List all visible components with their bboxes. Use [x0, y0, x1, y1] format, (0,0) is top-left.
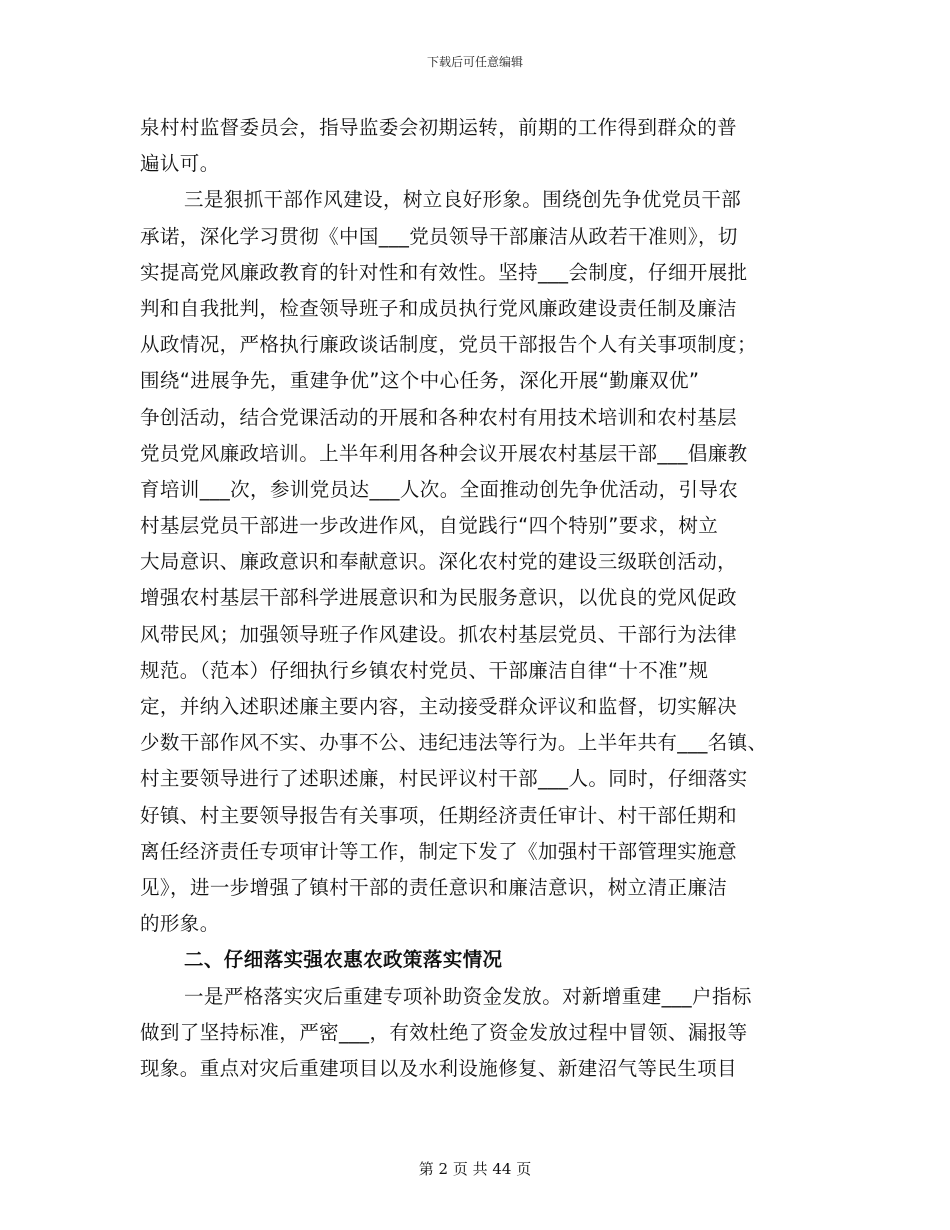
text-line: 遍认可。: [140, 152, 220, 176]
text-line: 大局意识、廉政意识和奉献意识。深化农村党的建设三级联创活动，: [140, 550, 738, 574]
text-line: 围绕“进展争先，重建争优”这个中心任务，深化开展“勤廉双优”: [140, 369, 700, 393]
text-line: 见》，进一步增强了镇村干部的责任意识和廉洁意识，树立清正廉洁: [140, 875, 728, 899]
text-line: 判和自我批判，检查领导班子和成员执行党风廉政建设责任制及廉洁: [140, 296, 738, 320]
text-line: 好镇、村主要领导报告有关事项，任期经济责任审计、村干部任期和: [140, 803, 738, 827]
text-line: 风带民风；加强领导班子作风建设。抓农村基层党员、干部行为法律: [140, 622, 738, 646]
section-heading: 二、仔细落实强农惠农政策落实情况: [184, 948, 503, 972]
page-header: 下载后可任意编辑: [426, 55, 523, 69]
text-line: 实提高党风廉政教育的针对性和有效性。坚持___会制度，仔细开展批: [140, 260, 748, 284]
body-text: [140, 110, 820, 1087]
text-line: 村主要领导进行了述职述廉，村民评议村干部___人。同时，仔细落实: [140, 767, 748, 791]
text-line: 村基层党员干部进一步改进作风，自觉践行“四个特别”要求，树立: [140, 514, 719, 538]
text-line: 党员党风廉政培训。上半年利用各种会议开展农村基层干部___倡廉教: [140, 441, 748, 465]
text-line: 现象。重点对灾后重建项目以及水利设施修复、新建沼气等民生项目: [140, 1056, 738, 1080]
text-line: 做到了坚持标准，严密___，有效杜绝了资金发放过程中冒领、漏报等: [140, 1020, 748, 1044]
text-line: 规范。（范本）仔细执行乡镇农村党员、干部廉洁自律“十不准”规: [140, 658, 709, 682]
text-line: 离任经济责任专项审计等工作，制定下发了《加强村干部管理实施意: [140, 839, 738, 863]
page-footer: 第 2 页 共 44 页: [418, 1160, 532, 1178]
text-line: 争创活动，结合党课活动的开展和各种农村有用技术培训和农村基层: [140, 405, 738, 429]
text-line: 三是狠抓干部作风建设，树立良好形象。围绕创先争优党员干部: [184, 188, 742, 212]
text-line: 从政情况，严格执行廉政谈话制度，党员干部报告个人有关事项制度；: [140, 333, 757, 357]
text-line: 的形象。: [140, 912, 220, 936]
text-line: 少数干部作风不实、办事不公、违纪违法等行为。上半年共有___名镇、: [140, 731, 768, 755]
text-line: 承诺，深化学习贯彻《中国___党员领导干部廉洁从政若干准则》，切: [140, 224, 738, 248]
text-line: 育培训___次，参训党员达___人次。全面推动创先争优活动，引导农: [140, 477, 739, 501]
text-line: 定，并纳入述职述廉主要内容，主动接受群众评议和监督，切实解决: [140, 695, 738, 718]
text-line: 泉村村监督委员会，指导监委会初期运转，前期的工作得到群众的普: [140, 116, 738, 139]
text-line: 增强农村基层干部科学进展意识和为民服务意识，以优良的党风促政: [140, 586, 738, 610]
text-line: 一是严格落实灾后重建专项补助资金发放。对新增重建___户指标: [184, 984, 752, 1008]
